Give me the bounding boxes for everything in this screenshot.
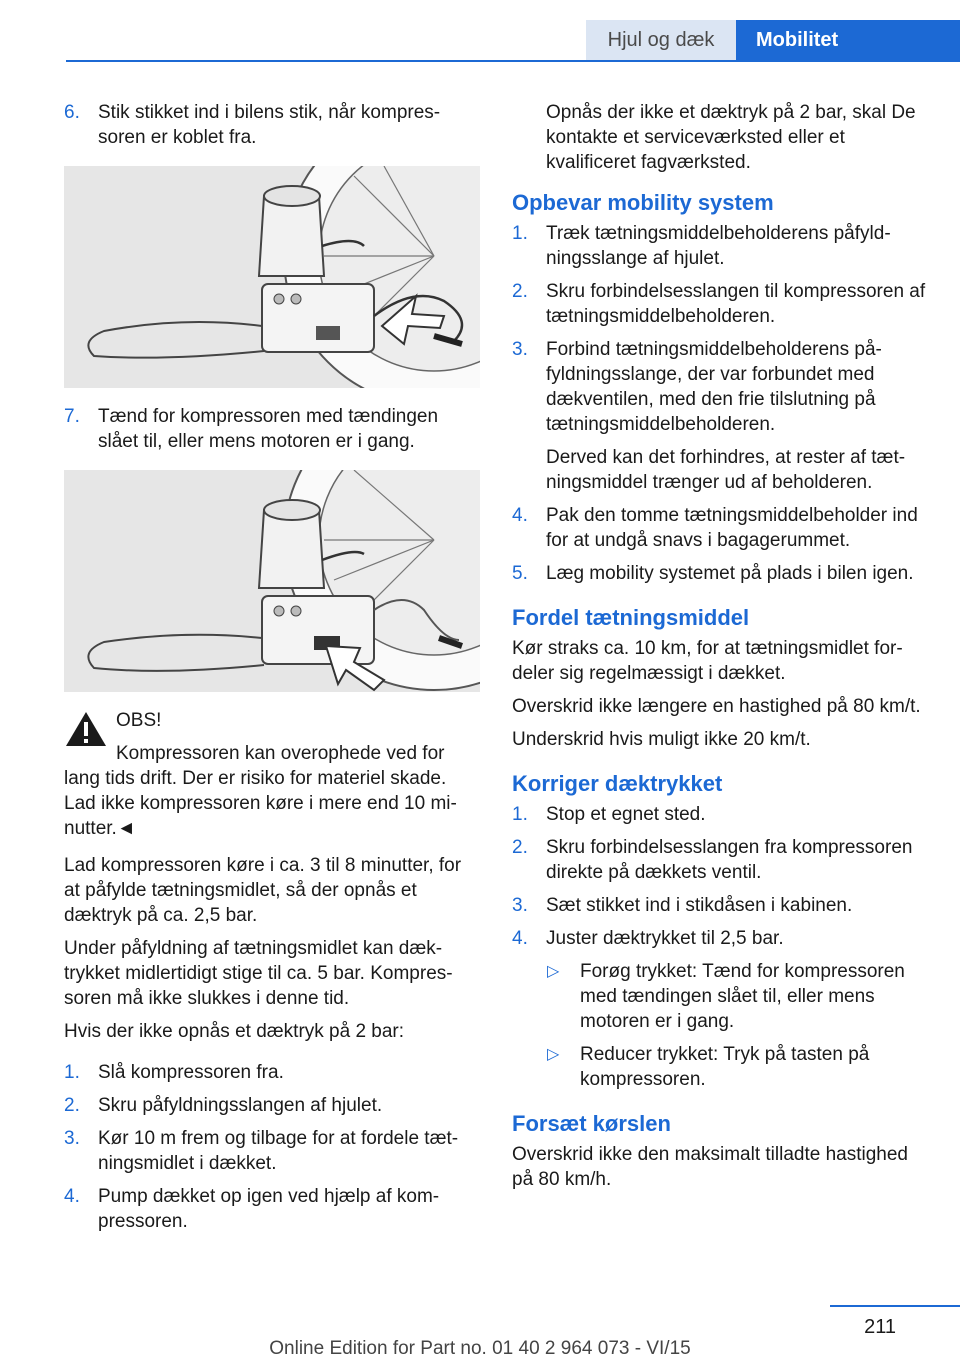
- step-number: 7.: [64, 406, 80, 427]
- step-text: Læg mobility systemet på plads i bilen igen.: [546, 563, 914, 584]
- step-note: Derved kan det forhindres, at rester af tætningsmiddel trænger ud af beholderen.: [546, 447, 906, 493]
- step-number: 3.: [512, 895, 528, 916]
- paragraph: Overskrid ikke den maksimalt tilladte hastighed på 80 km/h.: [512, 1144, 909, 1190]
- step-number: 2.: [512, 837, 528, 858]
- compressor-switch-drawing: [64, 470, 480, 692]
- step-text: Juster dæktrykket til 2,5 bar.: [546, 928, 784, 949]
- step-text: Pak den tomme tætningsmiddelbeholder ind for at undgå snavs i bagagerummet.: [546, 505, 918, 551]
- step-text: Skru forbindelsesslangen fra kompressoren direkte på dækkets ventil.: [546, 837, 913, 883]
- compressor-connect-drawing: [64, 166, 480, 388]
- step-number: 2.: [512, 281, 528, 302]
- list-item: [512, 835, 928, 885]
- step-number: 6.: [64, 102, 80, 123]
- step-text: Skru forbindelsesslangen til kompressoren af tætningsmiddelbeholderen.: [546, 281, 926, 327]
- paragraph: Underskrid hvis muligt ikke 20 km/t.: [512, 729, 811, 750]
- list-item: [512, 893, 928, 918]
- triangle-bullet-icon: ▷: [547, 1046, 560, 1063]
- step-number: 3.: [64, 1128, 80, 1149]
- step-text: Pump dækket op igen ved hjælp af kompressoren.: [98, 1186, 440, 1232]
- list-item: [512, 561, 928, 586]
- section-tab[interactable]: Hjul og dæk: [586, 20, 736, 60]
- step-text: Sæt stikket ind i stikdåsen i kabinen.: [546, 895, 853, 916]
- list-item: [512, 221, 928, 271]
- triangle-bullet-icon: ▷: [547, 963, 560, 980]
- step-number: 4.: [512, 505, 528, 526]
- page-number: 211: [864, 1316, 896, 1338]
- footer-rule: [830, 1305, 960, 1307]
- warning-block: [64, 708, 480, 841]
- paragraph: Lad kompressoren køre i ca. 3 til 8 minutter, for at påfylde tætningsmidlet, så der opnås et dæktryk på ca. 2,5 bar.: [64, 855, 462, 926]
- step-number: 2.: [64, 1095, 80, 1116]
- step-text: Skru påfyldningsslangen af hjulet.: [98, 1095, 383, 1116]
- paragraph: Hvis der ikke opnås et dæktryk på 2 bar:: [64, 1021, 405, 1042]
- heading-correct: Korriger dæktrykket: [512, 771, 723, 796]
- step-text: Slå kompressoren fra.: [98, 1062, 284, 1083]
- step-text: Kør 10 m frem og tilbage for at fordele tætningsmidlet i dækket.: [98, 1128, 459, 1174]
- warning-text: Kompressoren kan overophede ved for lang tids drift. Der er risiko for materiel skade. Lad ikke kompressoren køre i mere end 10 minutter.◄: [64, 743, 457, 839]
- continued-text: Opnås der ikke et dæktryk på 2 bar, skal De kontakte et serviceværksted eller et kvalificeret fagværksted.: [546, 102, 916, 173]
- list-item: [64, 1060, 480, 1085]
- step-6: [64, 100, 480, 150]
- list-item: [512, 802, 928, 827]
- step-text: Forbind tætningsmiddelbeholderens påfyldningsslange, der var forbundet med dækventilen, med den frie tilslutning på tætningsmiddelbeholderen.: [546, 339, 882, 435]
- chapter-tab[interactable]: Mobilitet: [736, 20, 960, 60]
- step-text: Stik stikket ind i bilens stik, når kompressoren er koblet fra.: [98, 102, 441, 148]
- sub-text: Forøg trykket: Tænd for kompressoren med tændingen slået til, eller mens motoren er i gang.: [580, 961, 905, 1032]
- edition-line: Online Edition for Part no. 01 40 2 964 073 - VI/15: [269, 1338, 691, 1359]
- step-text: Tænd for kompressoren med tændingen slået til, eller mens motoren er i gang.: [98, 406, 439, 452]
- list-item: [512, 926, 928, 951]
- list-item: [64, 1184, 480, 1234]
- warning-title: OBS!: [116, 710, 162, 731]
- list-item: [64, 1126, 480, 1176]
- compressor-illustration-1: [64, 166, 480, 388]
- list-item: [512, 279, 928, 329]
- right-column: [512, 100, 928, 1200]
- list-item: [64, 1093, 480, 1118]
- step-text: Træk tætningsmiddelbeholderens påfyldningsslange af hjulet.: [546, 223, 891, 269]
- step-number: 4.: [64, 1186, 80, 1207]
- list-item: [512, 503, 928, 553]
- left-column: [64, 100, 480, 1242]
- heading-continue: Forsæt kørslen: [512, 1111, 671, 1136]
- compressor-illustration-2: [64, 470, 480, 692]
- step-number: 1.: [64, 1062, 80, 1083]
- step-number: 3.: [512, 339, 528, 360]
- header-rule: [66, 60, 960, 62]
- step-number: 1.: [512, 804, 528, 825]
- sub-text: Reducer trykket: Tryk på tasten på kompressoren.: [580, 1044, 870, 1090]
- page-header: [0, 0, 960, 62]
- step-number: 5.: [512, 563, 528, 584]
- list-item: [512, 337, 928, 437]
- step-number: 1.: [512, 223, 528, 244]
- heading-store: Opbevar mobility system: [512, 190, 774, 215]
- paragraph: Kør straks ca. 10 km, for at tætningsmidlet fordeler sig regelmæssigt i dækket.: [512, 638, 903, 684]
- paragraph: Overskrid ikke længere en hastighed på 80 km/t.: [512, 696, 921, 717]
- heading-distribute: Fordel tætningsmiddel: [512, 605, 750, 630]
- step-text: Stop et egnet sted.: [546, 804, 706, 825]
- step-7: [64, 404, 480, 454]
- warning-triangle-icon: [64, 710, 108, 748]
- sub-list-item: [512, 1042, 928, 1092]
- sub-list-item: [512, 959, 928, 1034]
- paragraph: Under påfyldning af tætningsmidlet kan dæktrykket midlertidigt stige til ca. 5 bar. Kompressoren må ikke slukkes i denne tid.: [64, 938, 453, 1009]
- step-number: 4.: [512, 928, 528, 949]
